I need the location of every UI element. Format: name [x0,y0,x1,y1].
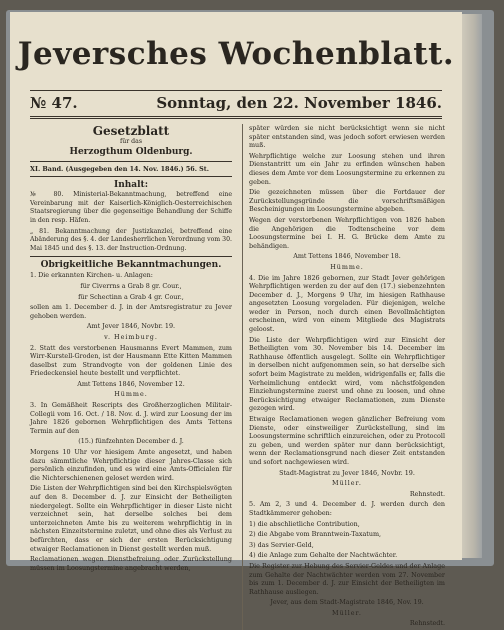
notice-5-item-2: 2) die Abgabe vom Branntwein-Taxatum, [249,530,382,539]
notice-3-cont-2: Wehrpflichtige welche zur Loosung stehen und ihren Dienstantritt um ein Jahr zu erfinden wünschen haben dieses dem Amte vor dem Loosungstermine zu erkennen zu geben. [249,151,445,186]
notice-3c: Die Listen der Wehrpflichtigen sind bei den Kirchspielsvögten auf den 8. December d. J. zur Einsicht der Betheiligten niedergelegt. Sollte ein Wehrpflichtiger in dieser Liste nicht verzeichnet sein, hat derselbe solches bei dem unterzeichneten Amte bis zu weiterem wehrpflichtig in in nächsten Einzeitstermine zuletzt, und ohne dies als Verlust zu befürchten, dass er sich der ersten Berücksichtigung etwaiger Reclamationen in Dienst gestellt werden muß. [30,484,232,553]
notice-3-cont-3: Die gezeichneten müssen über die Fortdauer der Zurückstellungsgründe die vorschriftsmäßigen Bescheinigungen im Loosungstermine abgeben. [249,188,445,214]
masthead-title: Jeversches Wochenblatt. [17,36,455,72]
notice-1-signature: v. Heimburg. [104,332,158,341]
notice-2: 2. Statt des verstorbenen Hausmanns Evert Mammen, zum Wirr-Kurstell-Groden, ist der Hausmann Ette Kitten Mammen daselbst zum Strandvogte von der goldenen Linie des Friedeckensiel heute bestellt und verpflichtet. [30,343,232,378]
issue-line [30,94,442,112]
notice-5-item-1: 1) die abschlietliche Contribution, [249,519,360,528]
notice-3-signature: Hümme. [330,262,364,271]
notice-5-item-4: 4) die Anlage zum Gehalte der Nachtwächter. [249,551,398,560]
notice-5-date: Jever, aus dem Stadt-Magistrate 1846, Nov. 19. [270,598,424,607]
notice-2-date: Amt Tettens 1846, November 12. [77,379,185,388]
notice-5-signature-2: Rehnstedt. [409,619,445,628]
inhalt-item-81: „ 81. Bekanntmachung der Justizkanzlei, betreffend eine Abänderung des §. 4. der Landesherrlichen Verordnung vom 30. Mai 1845 und des §. 13. der Instruction-Ordnung. [30,227,232,252]
notice-1c: sollen am 1. December d. J. in der Amtsregistratur zu Jever gehoben werden. [30,303,232,320]
issue-number: № 47. [30,94,78,112]
notice-1a: für Civerrns a Grab 8 gr. Cour., [80,281,182,290]
notice-4c: Etwaige Reclamationen wegen gänzlicher Befreiung vom Dienste, oder einstweiliger Zurückstellung, sind im Loosungstermine schriftlich einzureichen, oder zu Protocoll zu geben, und werden später nur dann berücksichtigt, wenn der Reclamationsgrund nach dieser Zeit entstanden und sofort nachgewiesen wird. [249,415,445,466]
rule [30,161,232,162]
notice-2-signature: Hümme. [114,390,148,399]
notice-1-date: Amt Jever 1846, Novbr. 19. [86,322,176,331]
obrigkeitliche-heading: Obrigkeitliche Bekanntmachungen. [40,260,222,271]
inhalt-item-80: № 80. Ministerial-Bekanntmachung, betreffend eine Vereinbarung mit der Kaiserlich-Königlich-Oesterreichischen Staatsregierung über die gegenseitige Behandlung der Schiffe in den resp. Häfen. [30,191,232,224]
gesetzblatt-heading: Gesetzblatt [92,124,170,138]
notice-4b: Die Liste der Wehrpflichtigen wird zur Einsicht der Betheiligten vom 30. November bis 14. December im Rathhause öffentlich ausgelegt. Sollte ein Wehrpflichtiger in derselben nicht aufgenommen sein, so hat derselbe sich sofort beim Magistrate zu melden, widrigenfalls er, falls die Verheimlichung entdeckt wird, vom nächstfolgenden Einziehungstermine zuerst und ohne zu loosen, und ohne Berücksichtigung etwaiger Reclamationen, zum Dienste gezogen wird. [249,335,445,413]
gesetzblatt-sub1: für das [119,138,143,145]
gesetzblatt-sub2: Herzogthum Oldenburg. [69,146,193,157]
notice-4: 4. Die im Jahre 1826 gebornen, zur Stadt Jever gehörigen Wehrpflichtigen werden zu der auf den (17.) siebenzehnten December d. J., Morgens 9 Uhr, im hiesigen Rathhause angesetzten Loosung vorgeladen. Für diejenigen, welche weder in Person, noch durch einen Bevollmächtigten erscheinen, wird von einem Mitgliede des Magistrats geloost. [249,273,445,334]
notice-5-signature: Müller. [332,608,362,617]
issue-rule-2 [30,118,442,119]
notice-3b: Morgens 10 Uhr vor hiesigem Amte angesetzt, und haben dazu sämmtliche Wehrpflichtige dieser Jahres-Classe sich persönlich einzufinden, und es wird eine Amts-Officialen für die Nichterschienenen geloset werden wird. [30,448,232,482]
band-line: XI. Band. (Ausgegeben den 14. Nov. 1846.) 56. St. [30,164,209,173]
notice-3-cont-4: Wegen der verstorbenen Wehrpflichtigen von 1826 haben die Angehörigen die Todtenscheine vor dem Loosungstermine bei I. H. G. Brücke dem Amte zu behändigen. [249,215,445,250]
right-column [242,124,445,630]
page-edge [462,14,482,558]
newspaper-page [10,12,462,628]
notice-4-date: Stadt-Magistrat zu Jever 1846, Novbr. 19. [279,468,415,477]
notice-5: 5. Am 2, 3 und 4. December d. J. werden durch den Stadtkämmerer gehoben: [249,500,445,517]
issue-rule [30,116,442,117]
notice-3-cont: später würden sie nicht berücksichtigt wenn sie nicht später entstanden sind, was jedoch sofort erwiesen werden muß. [249,124,445,150]
notice-3-term: (15.) fünfzehnten December d. J. [78,437,184,446]
notice-5-item-3: 3) das Servier-Geld, [249,540,314,549]
left-column [30,124,232,574]
notice-1: 1. Die erkannten Kirchen- u. Anlagen: [30,271,153,280]
notice-4-signature-2: Rehnstedt. [409,489,445,498]
notice-3: 3. In Gemäßheit Rescripts des Großherzoglichen Militair-Collegii vom 16. Oct. / 18. Nov. d. J. wird zur Loosung der im Jahre 1826 gebornen Wehrpflichtigen des Amts Tettens Termin auf den [30,401,232,435]
notice-3d: Reclamationen wegen Dienstbefreiung oder Zurückstellung müssen im Loosungstermine angebracht werden, [30,555,232,572]
notice-5b: Die Register zur Hebung des Servier-Geldes und der Anlage zum Gehalte der Nachtwächter werden vom 27. November bis zum 1. December d. J. zur Einsicht der Betheiligten im Rathhause ausliegen. [249,561,445,596]
masthead-rule [30,90,442,91]
notice-3-date: Amt Tettens 1846, November 18. [293,252,401,261]
notice-4-signature: Müller. [332,479,362,488]
rule [30,256,232,257]
notice-1b: für Schectinn a Grab 4 gr. Cour., [78,292,184,301]
inhalt-heading: Inhalt: [113,180,149,191]
rule [30,176,232,177]
issue-date: Sonntag, den 22. November 1846. [156,94,442,112]
